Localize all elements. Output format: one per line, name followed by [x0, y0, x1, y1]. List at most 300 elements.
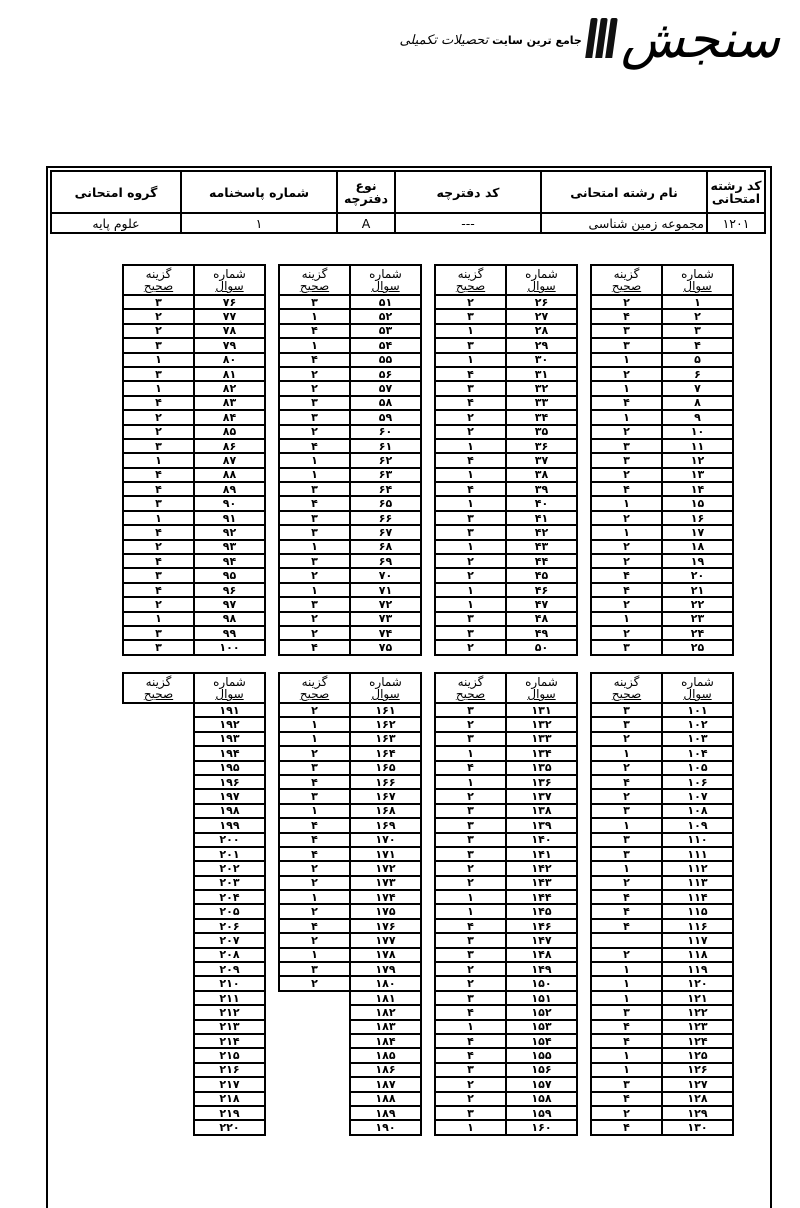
question-number: ۴۰ — [506, 496, 577, 510]
table-row — [123, 847, 265, 861]
correct-option-header — [123, 673, 194, 703]
logo-tagline-prefix: جامع ترین سایت — [492, 34, 582, 47]
table-row — [435, 818, 577, 832]
correct-option: ۴ — [591, 1020, 662, 1034]
table-row — [435, 761, 577, 775]
correct-option — [591, 933, 662, 947]
table-row — [123, 597, 265, 611]
table-row — [591, 861, 733, 875]
correct-option: ۴ — [435, 761, 506, 775]
correct-option: ۴ — [123, 525, 194, 539]
correct-option: ۲ — [279, 367, 350, 381]
correct-option — [123, 818, 194, 832]
question-number: ۲۰۵ — [194, 904, 265, 918]
header-line: گزینه — [457, 675, 484, 689]
table-row — [435, 962, 577, 976]
question-number-header — [662, 673, 733, 703]
question-number: ۶۹ — [350, 554, 421, 568]
table-row — [435, 1120, 577, 1134]
table-row — [279, 1106, 421, 1120]
correct-option: ۳ — [435, 804, 506, 818]
correct-option: ۴ — [435, 1034, 506, 1048]
correct-option-header — [591, 265, 662, 295]
table-row — [123, 818, 265, 832]
table-row — [435, 568, 577, 582]
table-row — [435, 482, 577, 496]
correct-option: ۱ — [591, 353, 662, 367]
question-number: ۵۴ — [350, 338, 421, 352]
table-row — [123, 1005, 265, 1019]
correct-option: ۳ — [435, 525, 506, 539]
question-number: ۱۸۱ — [350, 991, 421, 1005]
table-row — [591, 876, 733, 890]
question-number: ۱۵۱ — [506, 991, 577, 1005]
question-number: ۶ — [662, 367, 733, 381]
header-line: صحیح — [455, 279, 486, 293]
correct-option: ۱ — [279, 583, 350, 597]
table-row — [123, 804, 265, 818]
question-number: ۸۳ — [194, 396, 265, 410]
table-row — [279, 367, 421, 381]
table-row — [123, 425, 265, 439]
question-number: ۲۰۹ — [194, 962, 265, 976]
table-row — [435, 1048, 577, 1062]
correct-option: ۲ — [279, 703, 350, 717]
correct-option-header — [123, 265, 194, 295]
correct-option — [123, 703, 194, 717]
question-number: ۵۷ — [350, 381, 421, 395]
table-row — [435, 295, 577, 309]
question-number: ۱۲۷ — [662, 1077, 733, 1091]
header-line: صحیح — [299, 687, 330, 701]
correct-option: ۲ — [591, 468, 662, 482]
correct-option: ۱ — [279, 890, 350, 904]
correct-option: ۲ — [435, 295, 506, 309]
correct-option: ۳ — [123, 338, 194, 352]
table-row — [591, 597, 733, 611]
correct-option: ۴ — [591, 1092, 662, 1106]
question-number: ۱۵۶ — [506, 1063, 577, 1077]
question-number: ۱۷ — [662, 525, 733, 539]
correct-option: ۲ — [435, 861, 506, 875]
table-row — [591, 468, 733, 482]
correct-option: ۲ — [279, 861, 350, 875]
question-number: ۳۳ — [506, 396, 577, 410]
correct-option-header — [279, 265, 350, 295]
table-row — [123, 554, 265, 568]
question-number: ۲۶ — [506, 295, 577, 309]
table-row — [435, 396, 577, 410]
table-row — [591, 962, 733, 976]
header-line: گزینه — [145, 675, 172, 689]
correct-option: ۲ — [123, 309, 194, 323]
table-row — [435, 919, 577, 933]
correct-option: ۱ — [435, 904, 506, 918]
table-row — [591, 583, 733, 597]
correct-option: ۲ — [279, 381, 350, 395]
header-answer-sheet-number: شماره پاسخنامه — [181, 171, 337, 213]
table-row — [123, 525, 265, 539]
correct-option: ۴ — [435, 482, 506, 496]
table-row — [591, 703, 733, 717]
logo — [399, 10, 780, 70]
correct-option: ۲ — [435, 554, 506, 568]
question-number: ۴۲ — [506, 525, 577, 539]
table-row — [591, 295, 733, 309]
question-number: ۲۰۴ — [194, 890, 265, 904]
question-number: ۲۰۰ — [194, 833, 265, 847]
table-row — [279, 453, 421, 467]
header-line: گزینه — [613, 675, 640, 689]
table-row — [591, 482, 733, 496]
question-number: ۱۴۳ — [506, 876, 577, 890]
question-number: ۶۲ — [350, 453, 421, 467]
table-row — [279, 496, 421, 510]
question-number: ۱۹۶ — [194, 775, 265, 789]
table-row — [435, 626, 577, 640]
question-number: ۲۹ — [506, 338, 577, 352]
correct-option: ۱ — [591, 1048, 662, 1062]
header-line: گزینه — [301, 267, 328, 281]
question-number: ۱۳۸ — [506, 804, 577, 818]
question-number: ۱۰۱ — [662, 703, 733, 717]
table-row — [435, 833, 577, 847]
header-line: صحیح — [455, 687, 486, 701]
table-row — [435, 338, 577, 352]
table-row — [279, 732, 421, 746]
question-number: ۱۹۰ — [350, 1120, 421, 1134]
question-number: ۳۷ — [506, 453, 577, 467]
table-row — [123, 732, 265, 746]
question-number: ۹۵ — [194, 568, 265, 582]
correct-option — [123, 1020, 194, 1034]
table-row — [123, 295, 265, 309]
correct-option — [123, 746, 194, 760]
question-number: ۴ — [662, 338, 733, 352]
correct-option: ۳ — [279, 962, 350, 976]
correct-option: ۱ — [435, 540, 506, 554]
question-number: ۵۸ — [350, 396, 421, 410]
correct-option — [123, 1092, 194, 1106]
question-number: ۲۱۵ — [194, 1048, 265, 1062]
correct-option: ۲ — [591, 425, 662, 439]
question-number: ۱۹۳ — [194, 732, 265, 746]
correct-option: ۱ — [435, 1120, 506, 1134]
question-number: ۶۱ — [350, 439, 421, 453]
question-number: ۱۶۵ — [350, 761, 421, 775]
table-row — [591, 789, 733, 803]
table-row — [591, 1063, 733, 1077]
header-line: صحیح — [143, 687, 174, 701]
question-number: ۹۳ — [194, 540, 265, 554]
correct-option: ۳ — [435, 703, 506, 717]
logo-brand: سنجش — [620, 10, 780, 70]
correct-option — [123, 904, 194, 918]
question-number: ۹۶ — [194, 583, 265, 597]
header-line: شماره — [213, 675, 246, 689]
table-row — [279, 962, 421, 976]
question-number: ۷۶ — [194, 295, 265, 309]
table-row — [279, 353, 421, 367]
value-field-code: ۱۲۰۱ — [707, 213, 765, 233]
question-number: ۱۶۸ — [350, 804, 421, 818]
table-row — [435, 789, 577, 803]
question-number: ۱۲۲ — [662, 1005, 733, 1019]
table-row — [279, 640, 421, 654]
question-number: ۱۱۶ — [662, 919, 733, 933]
correct-option: ۱ — [279, 338, 350, 352]
correct-option — [279, 991, 350, 1005]
correct-option: ۲ — [435, 976, 506, 990]
table-row — [279, 583, 421, 597]
question-number: ۹۷ — [194, 597, 265, 611]
question-number: ۲۸ — [506, 324, 577, 338]
table-row — [435, 1005, 577, 1019]
correct-option: ۳ — [123, 295, 194, 309]
table-row — [435, 804, 577, 818]
question-number: ۱۰۷ — [662, 789, 733, 803]
question-number: ۳۱ — [506, 367, 577, 381]
question-number: ۱۵ — [662, 496, 733, 510]
table-row — [279, 525, 421, 539]
question-number: ۲۱۷ — [194, 1077, 265, 1091]
question-number: ۴۶ — [506, 583, 577, 597]
question-number: ۱۳۷ — [506, 789, 577, 803]
correct-option: ۳ — [123, 626, 194, 640]
correct-option: ۳ — [591, 324, 662, 338]
question-number: ۴۹ — [506, 626, 577, 640]
question-number: ۱۸۳ — [350, 1020, 421, 1034]
question-number: ۱۲۹ — [662, 1106, 733, 1120]
question-number: ۱۲۸ — [662, 1092, 733, 1106]
table-row — [279, 482, 421, 496]
correct-option: ۲ — [591, 948, 662, 962]
table-row — [591, 525, 733, 539]
answer-column — [278, 264, 422, 656]
correct-option — [123, 1005, 194, 1019]
question-number: ۸۸ — [194, 468, 265, 482]
header-line: شماره — [213, 267, 246, 281]
table-row — [435, 933, 577, 947]
correct-option: ۳ — [591, 833, 662, 847]
exam-info-table — [50, 170, 766, 234]
correct-option: ۲ — [435, 876, 506, 890]
question-number: ۵ — [662, 353, 733, 367]
correct-option: ۲ — [435, 640, 506, 654]
table-row — [123, 367, 265, 381]
correct-option: ۲ — [435, 962, 506, 976]
correct-option: ۲ — [591, 761, 662, 775]
correct-option — [123, 833, 194, 847]
table-row — [591, 1034, 733, 1048]
table-row — [279, 1092, 421, 1106]
question-number: ۱۲۱ — [662, 991, 733, 1005]
correct-option: ۴ — [591, 890, 662, 904]
question-number: ۲۰ — [662, 568, 733, 582]
question-number: ۸۱ — [194, 367, 265, 381]
table-row — [123, 1092, 265, 1106]
question-number: ۷۵ — [350, 640, 421, 654]
table-row — [591, 511, 733, 525]
header-line: سوال — [371, 687, 400, 701]
table-row — [123, 703, 265, 717]
correct-option: ۳ — [591, 847, 662, 861]
table-row — [435, 1092, 577, 1106]
correct-option: ۴ — [591, 396, 662, 410]
question-number: ۲۰۸ — [194, 948, 265, 962]
header-line: گزینه — [301, 675, 328, 689]
table-row — [123, 933, 265, 947]
question-number: ۱۳۱ — [506, 703, 577, 717]
table-row — [435, 612, 577, 626]
question-number: ۵۹ — [350, 410, 421, 424]
table-row — [279, 919, 421, 933]
table-row — [123, 1077, 265, 1091]
correct-option: ۴ — [123, 554, 194, 568]
correct-option — [123, 761, 194, 775]
correct-option: ۳ — [435, 933, 506, 947]
table-row — [123, 919, 265, 933]
correct-option: ۱ — [279, 732, 350, 746]
question-number: ۸۰ — [194, 353, 265, 367]
table-row — [123, 976, 265, 990]
table-row — [591, 410, 733, 424]
correct-option: ۲ — [123, 540, 194, 554]
correct-option: ۲ — [435, 410, 506, 424]
table-row — [435, 1034, 577, 1048]
correct-option: ۲ — [591, 597, 662, 611]
question-number: ۱۵۰ — [506, 976, 577, 990]
question-number: ۱۱۵ — [662, 904, 733, 918]
table-row — [435, 597, 577, 611]
correct-option-header — [279, 673, 350, 703]
question-number: ۱۴۲ — [506, 861, 577, 875]
question-number: ۱۶۳ — [350, 732, 421, 746]
table-row — [123, 640, 265, 654]
header-field-name: نام رشته امتحانی — [541, 171, 707, 213]
correct-option: ۲ — [279, 976, 350, 990]
question-number: ۱۳ — [662, 468, 733, 482]
question-number: ۱۰۳ — [662, 732, 733, 746]
correct-option: ۳ — [279, 597, 350, 611]
correct-option — [279, 1092, 350, 1106]
correct-option — [123, 1048, 194, 1062]
question-number: ۷۳ — [350, 612, 421, 626]
table-row — [591, 396, 733, 410]
table-row — [591, 732, 733, 746]
question-number: ۳۸ — [506, 468, 577, 482]
header-line: سوال — [215, 279, 244, 293]
table-row — [591, 976, 733, 990]
header-line: شماره — [681, 267, 714, 281]
correct-option-header — [435, 265, 506, 295]
correct-option — [123, 1034, 194, 1048]
correct-option: ۱ — [435, 324, 506, 338]
correct-option — [279, 1034, 350, 1048]
question-number: ۱۲۶ — [662, 1063, 733, 1077]
question-number: ۱۸۲ — [350, 1005, 421, 1019]
question-number: ۱۵۹ — [506, 1106, 577, 1120]
question-number: ۶۶ — [350, 511, 421, 525]
correct-option: ۴ — [591, 904, 662, 918]
table-row — [279, 890, 421, 904]
correct-option: ۴ — [279, 439, 350, 453]
table-row — [435, 324, 577, 338]
question-number: ۲۲ — [662, 597, 733, 611]
question-number: ۱۸۵ — [350, 1048, 421, 1062]
correct-option: ۱ — [435, 496, 506, 510]
table-row — [123, 1034, 265, 1048]
table-row — [279, 833, 421, 847]
table-row — [591, 746, 733, 760]
correct-option: ۳ — [435, 626, 506, 640]
table-row — [279, 1020, 421, 1034]
correct-option: ۳ — [435, 511, 506, 525]
question-number: ۱۰۵ — [662, 761, 733, 775]
header-line: گزینه — [613, 267, 640, 281]
correct-option: ۱ — [123, 381, 194, 395]
question-number: ۱۷۱ — [350, 847, 421, 861]
correct-option: ۳ — [435, 833, 506, 847]
question-number: ۱۵۴ — [506, 1034, 577, 1048]
correct-option: ۲ — [435, 425, 506, 439]
correct-option — [123, 1120, 194, 1134]
correct-option: ۳ — [591, 453, 662, 467]
table-row — [435, 353, 577, 367]
table-row — [279, 904, 421, 918]
question-number: ۲۱۱ — [194, 991, 265, 1005]
question-number: ۱۶۹ — [350, 818, 421, 832]
question-number: ۱۱۹ — [662, 962, 733, 976]
question-number: ۹۹ — [194, 626, 265, 640]
header-line: شماره — [369, 675, 402, 689]
table-row — [591, 353, 733, 367]
table-row — [435, 861, 577, 875]
table-row — [435, 425, 577, 439]
question-number-header — [350, 673, 421, 703]
table-row — [435, 540, 577, 554]
correct-option: ۴ — [279, 847, 350, 861]
question-number: ۱۴۱ — [506, 847, 577, 861]
correct-option: ۴ — [123, 396, 194, 410]
correct-option: ۳ — [591, 804, 662, 818]
table-row — [435, 890, 577, 904]
correct-option: ۳ — [279, 761, 350, 775]
correct-option: ۱ — [591, 525, 662, 539]
correct-option: ۱ — [591, 962, 662, 976]
table-row — [591, 626, 733, 640]
question-number: ۲۱ — [662, 583, 733, 597]
correct-option: ۲ — [591, 789, 662, 803]
question-number: ۱۸۶ — [350, 1063, 421, 1077]
correct-option: ۱ — [279, 468, 350, 482]
table-row — [435, 381, 577, 395]
header-line: شماره — [369, 267, 402, 281]
table-row — [123, 717, 265, 731]
correct-option: ۲ — [123, 324, 194, 338]
table-row — [435, 1020, 577, 1034]
table-row — [279, 746, 421, 760]
table-row — [591, 1092, 733, 1106]
question-number: ۲۱۸ — [194, 1092, 265, 1106]
table-row — [123, 775, 265, 789]
correct-option — [123, 1077, 194, 1091]
question-number: ۲۷ — [506, 309, 577, 323]
header-line: شماره — [525, 267, 558, 281]
answer-sheet-frame — [46, 166, 772, 1208]
table-row — [123, 1106, 265, 1120]
table-row — [279, 703, 421, 717]
